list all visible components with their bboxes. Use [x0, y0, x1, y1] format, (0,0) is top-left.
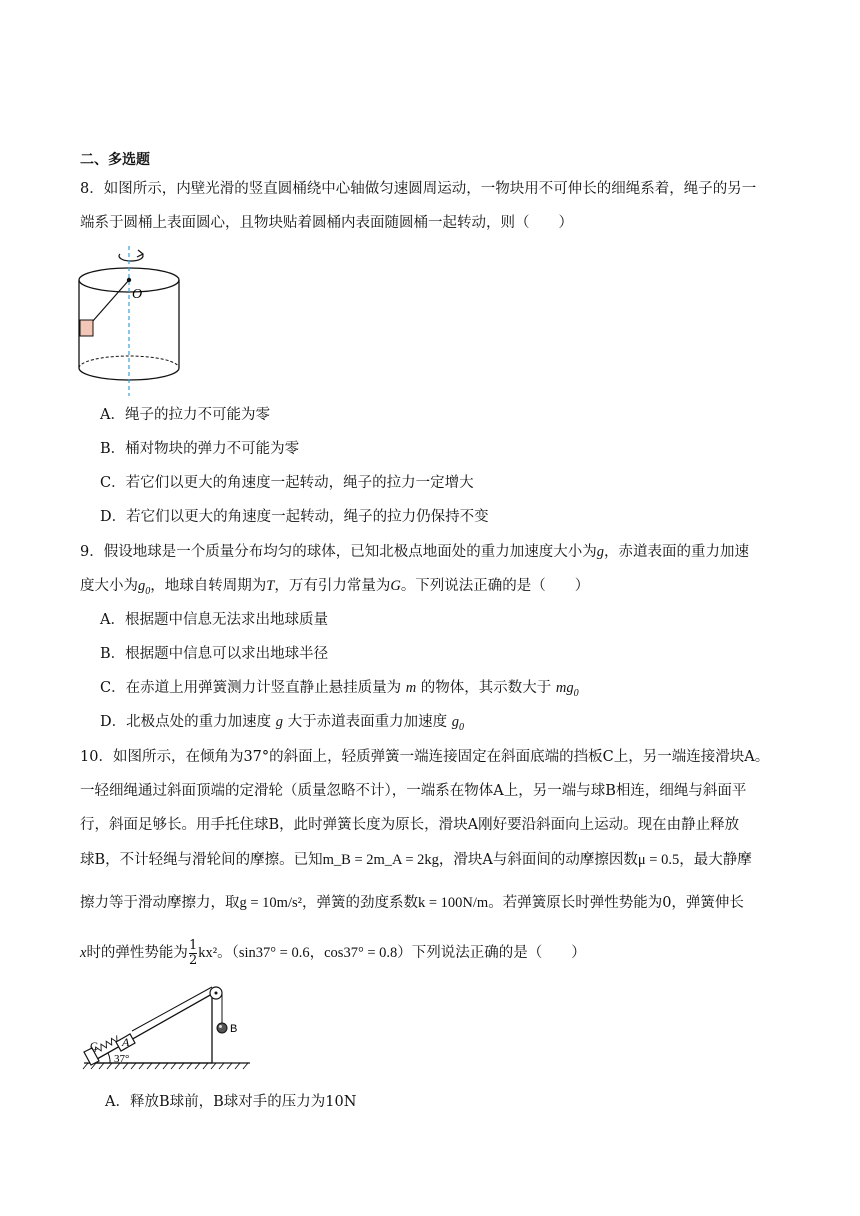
q10-label-a: A [122, 1035, 130, 1049]
friction-coefficient: μ = 0.5 [637, 852, 680, 868]
one-half-fraction: $\frac{1}{2}$ [188, 937, 198, 968]
q10-stem-line1: 10．如图所示，在倾角为37°的斜面上，轻质弹簧一端连接固定在斜面底端的挡板C上，另一端连接滑块A。 [80, 749, 770, 765]
q10-stem-line3: 行，斜面足够长。用手托住球B，此时弹簧长度为原长，滑块A刚好要沿斜面向上运动。现在由静止释放 [80, 817, 740, 833]
q9-option-d: D．北极点处的重力加速度 g 大于赤道表面重力加速度 $g_0$ [100, 714, 464, 733]
q8-stem-line2: 端系于圆桶上表面圆心，且物块贴着圆桶内表面随圆桶一起转动，则（ ） [80, 215, 573, 231]
q10-incline-figure [80, 982, 260, 1072]
q10-option-a: A．释放B球前，B球对手的压力为10N [105, 1094, 357, 1110]
q10-label-b: B [230, 1023, 238, 1035]
q9-option-c: C．在赤道上用弹簧测力计竖直静止悬挂质量为 m 的物体，其示数大于 $mg_0$ [100, 680, 579, 699]
spring-constant: k = 100N/m [417, 895, 489, 911]
q8-option-a: A．绳子的拉力不可能为零 [100, 407, 270, 423]
q9-stem-line2: 度大小为$g_0$，地球自转周期为T，万有引力常量为G。下列说法正确的是（ ） [80, 578, 590, 597]
gravity-value: g = 10m/s² [239, 895, 302, 911]
q10-stem-line4: 球B，不计轻绳与滑轮间的摩擦。已知m_B = 2m_A = 2kg，滑块A与斜面间的动摩擦因数μ = 0.5，最大静摩 [80, 852, 752, 868]
q8-figure-label-o: O [132, 287, 143, 302]
q10-angle-label: 37° [114, 1053, 130, 1065]
q9-option-b: B．根据题中信息可以求出地球半径 [100, 646, 329, 662]
q8-cylinder-figure [72, 242, 192, 400]
q8-stem-line1: 8．如图所示，内壁光滑的竖直圆桶绕中心轴做匀速圆周运动，一物块用不可伸长的细绳系着，绳子的另一 [80, 181, 757, 197]
section-title: 二、多选题 [80, 152, 150, 168]
q9-stem-line1: 9．假设地球是一个质量分布均匀的球体，已知北极点地面处的重力加速度大小为g，赤道表面的重力加速 [80, 544, 749, 560]
q10-label-c: C [90, 1039, 99, 1053]
q8-option-c: C．若它们以更大的角速度一起转动，绳子的拉力一定增大 [100, 475, 474, 491]
q10-stem-line2: 一轻细绳通过斜面顶端的定滑轮（质量忽略不计），一端系在物体A上，另一端与球B相连，细绳与斜面平 [80, 783, 747, 799]
q8-option-b: B．桶对物块的弹力不可能为零 [100, 441, 300, 457]
q9-option-a: A．根据题中信息无法求出地球质量 [100, 612, 328, 628]
q8-option-d: D．若它们以更大的角速度一起转动，绳子的拉力仍保持不变 [100, 509, 489, 525]
q10-stem-line5: 擦力等于滑动摩擦力，取g = 10m/s²，弹簧的劲度系数k = 100N/m。若弹簧原长时弹性势能为0，弹簧伸长 [80, 895, 744, 911]
mass-relation: m_B = 2m_A = 2kg [322, 852, 439, 868]
q10-stem-line6: x时的弹性势能为 $\frac{1}{2}$ kx²。（sin37° = 0.6，cos37° = 0.8）下列说法正确的是（ ） [80, 937, 586, 968]
